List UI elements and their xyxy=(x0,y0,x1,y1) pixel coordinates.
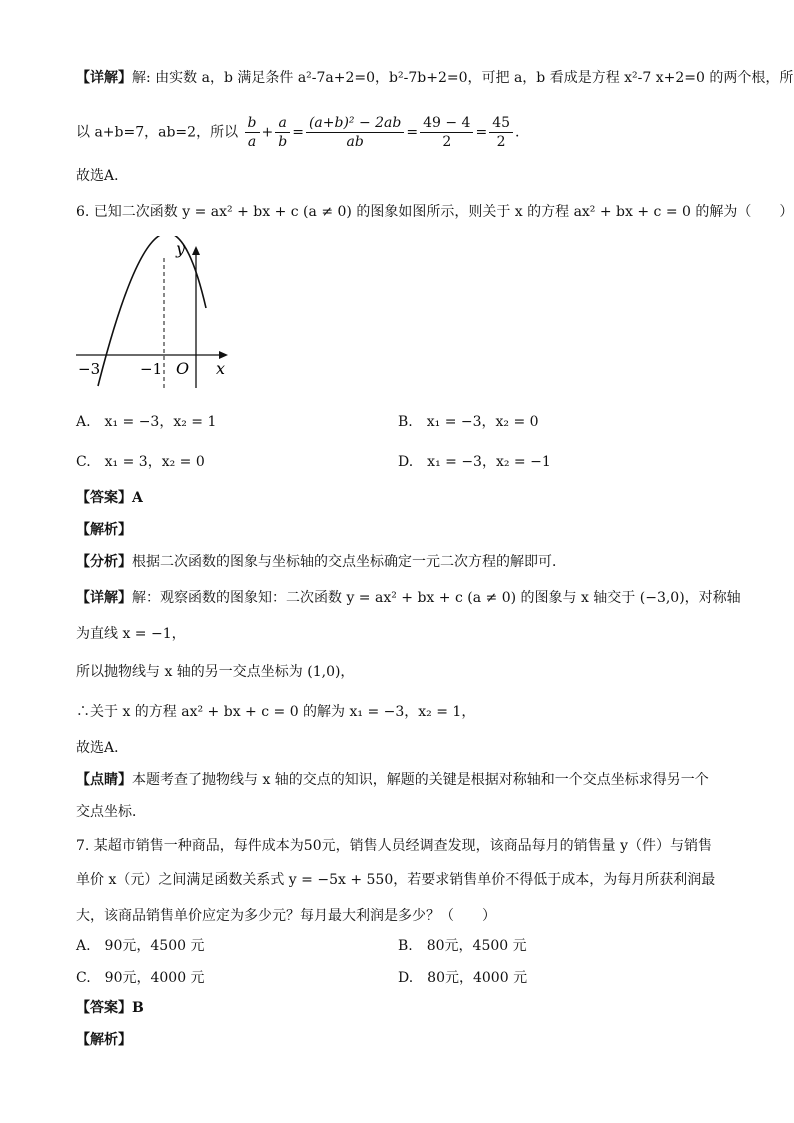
q5-fraction-b-over-a: $\frac{b}{a}$ xyxy=(245,114,260,151)
q6-comment-tag: 【点睛】 xyxy=(76,772,132,788)
q7-answer: 【答案】B xyxy=(76,1000,144,1016)
q6-comment-line-1 xyxy=(76,770,709,790)
q6-answer: 【答案】A xyxy=(76,490,143,506)
q6-detail-line-3: 所以抛物线与 x 轴的另一交点坐标为 (1,0)， xyxy=(76,664,355,680)
q6-comment-text-1: 本题考查了抛物线与 x 轴的交点的知识，解题的关键是根据对称轴和一个交点坐标求得另一个 xyxy=(132,772,709,788)
q5-conclusion: 故选A． xyxy=(76,168,129,184)
y-axis-label: y xyxy=(176,239,186,258)
tick-label-neg3: −3 xyxy=(78,360,101,378)
q6-detail-tag: 【详解】 xyxy=(76,590,132,606)
q6-comment-line-2: 交点坐标． xyxy=(76,804,146,820)
q5-fraction-a-over-b: $\frac{a}{b}$ xyxy=(275,114,290,151)
q5-detail-text-1: 解: 由实数 a，b 满足条件 a²-7a+2=0，b²-7b+2=0，可把 a，b 看成是方程 x²-7 x+2=0 的两个根，所 xyxy=(132,70,794,86)
q7-stem-line-2: 单价 x（元）之间满足函数关系式 y = −5x + 550，若要求销售单价不得低于成本，为每月所获利润最 xyxy=(76,872,716,888)
q6-option-b[interactable]: B. x₁ = −3，x₂ = 0 xyxy=(398,414,539,430)
y-axis-arrow xyxy=(192,246,200,255)
q7-option-b[interactable]: B. 80元，4500 元 xyxy=(398,938,527,954)
q7-option-c[interactable]: C. 90元，4000 元 xyxy=(76,970,205,986)
x-axis-arrow xyxy=(219,351,228,359)
q6-analysis xyxy=(76,552,566,572)
origin-label: O xyxy=(176,359,190,378)
q5-fraction-numeric: $\frac{49 - 4}{2}$ xyxy=(420,114,473,151)
q6-detail-line-4: ∴关于 x 的方程 ax² + bx + c = 0 的解为 x₁ = −3，x₂ = 1， xyxy=(76,704,476,720)
q6-detail-text-1: 解：观察函数的图象知：二次函数 y = ax² + bx + c (a ≠ 0) 的图象与 x 轴交于 (−3,0)，对称轴 xyxy=(132,590,741,606)
q5-fraction-result: $\frac{45}{2}$ xyxy=(489,114,513,151)
x-axis-label: x xyxy=(216,359,226,378)
q7-option-d[interactable]: D. 80元，4000 元 xyxy=(398,970,528,986)
q5-detail-line-1 xyxy=(76,68,793,88)
parabola-graph xyxy=(76,236,236,396)
q7-stem-line-1: 7. 某超市销售一种商品，每件成本为50元，销售人员经调查发现，该商品每月的销售量 y（件）与销售 xyxy=(76,838,712,854)
q6-conclusion: 故选A． xyxy=(76,740,129,756)
q7-stem-line-3: 大，该商品销售单价应定为多少元？每月最大利润是多少？（ ） xyxy=(76,908,496,924)
q5-fraction-expanded: $\frac{\text{(a+b)² − 2ab}}{ab}$ xyxy=(306,114,404,151)
q6-option-c[interactable]: C. x₁ = 3，x₂ = 0 xyxy=(76,454,205,470)
tick-label-neg1: −1 xyxy=(140,360,163,378)
q7-jiexi: 【解析】 xyxy=(76,1032,132,1048)
q6-analysis-tag: 【分析】 xyxy=(76,554,132,570)
q5-detail-text-2: 以 a+b=7，ab=2，所以 xyxy=(76,124,239,141)
q6-option-a[interactable]: A. x₁ = −3，x₂ = 1 xyxy=(76,414,217,430)
q7-option-a[interactable]: A. 90元，4500 元 xyxy=(76,938,205,954)
q6-stem: 6. 已知二次函数 y = ax² + bx + c (a ≠ 0) 的图象如图所示，则关于 x 的方程 ax² + bx + c = 0 的解为（ ） xyxy=(76,204,794,220)
q6-detail-line-2: 为直线 x = −1， xyxy=(76,626,186,642)
q5-detail-tag: 【详解】 xyxy=(76,70,132,86)
q6-analysis-text: 根据二次函数的图象与坐标轴的交点坐标确定一元二次方程的解即可． xyxy=(132,554,566,570)
q6-jiexi: 【解析】 xyxy=(76,522,132,538)
q6-detail-line-1 xyxy=(76,588,741,608)
q6-option-d[interactable]: D. x₁ = −3，x₂ = −1 xyxy=(398,454,551,470)
q5-detail-line-2: 以 a+b=7，ab=2，所以 $\frac{b}{a}$ + $\frac{a}{b}$ = $\frac{\text{(a+b)² − 2ab}}{ab}$ = $\frac{49 - 4}{2}$ = $\frac{45}{2}$ . xyxy=(76,115,520,150)
